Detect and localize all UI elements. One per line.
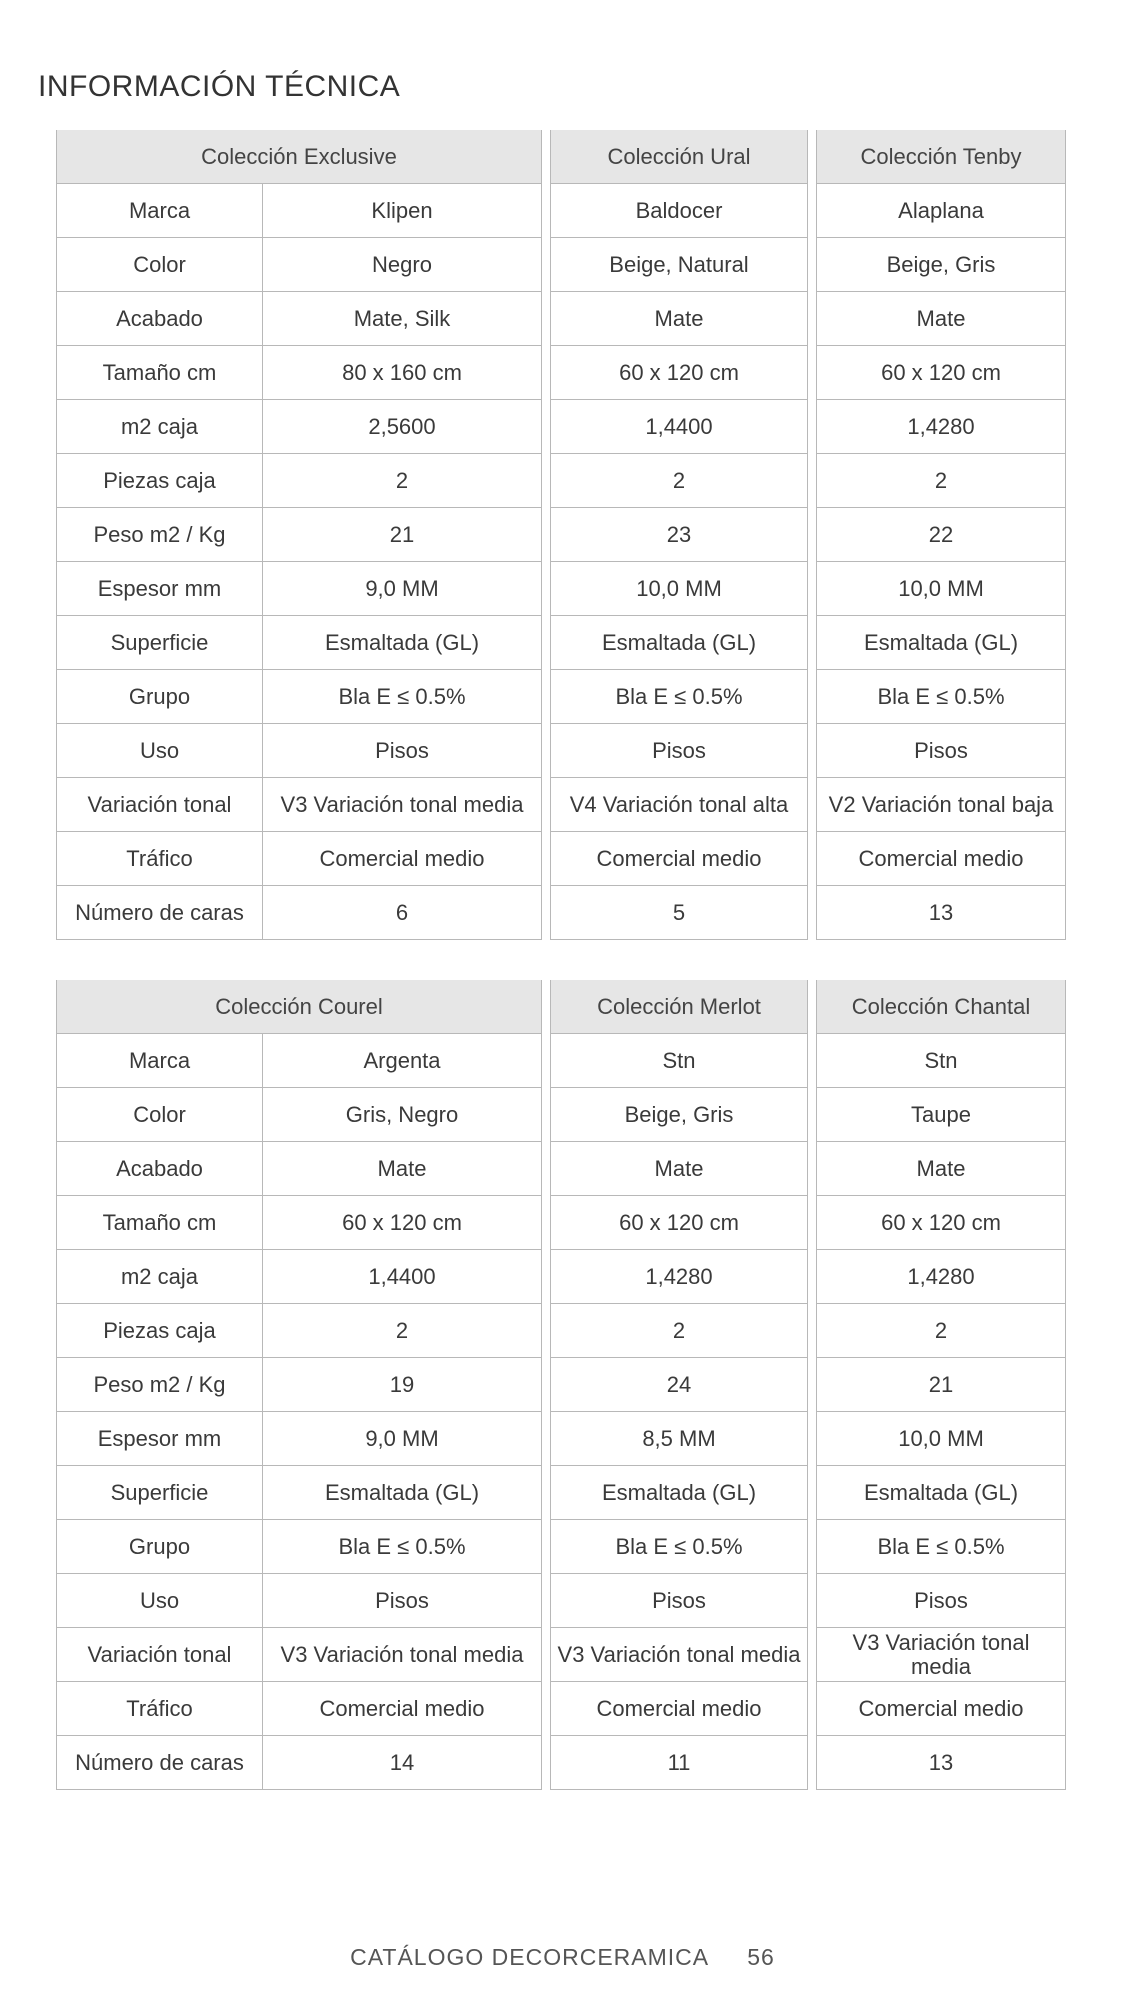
value-cell: Esmaltada (GL) [324, 629, 480, 655]
table-row [57, 1087, 541, 1141]
value-cell: V4 Variación tonal alta [569, 791, 789, 817]
table-row [551, 1681, 807, 1735]
table-row [57, 1249, 541, 1303]
value-cell: Bla E ≤ 0.5% [338, 1533, 466, 1559]
row-label: Grupo [57, 1520, 263, 1573]
table-row [551, 1627, 807, 1681]
value-cell: 13 [928, 1749, 954, 1775]
row-label: Peso m2 / Kg [57, 1358, 263, 1411]
value-cell: 8,5 MM [642, 1425, 716, 1451]
table-row [551, 1411, 807, 1465]
row-label: Color [57, 1088, 263, 1141]
collection-panel-ural [550, 130, 808, 940]
value-cell: V3 Variación tonal media [557, 1641, 801, 1667]
value-cell: Bla E ≤ 0.5% [615, 683, 743, 709]
value-cell: 1,4280 [907, 413, 975, 439]
table-row [551, 1465, 807, 1519]
row-label: Espesor mm [57, 1412, 263, 1465]
table-row [817, 561, 1065, 615]
table-row [57, 1573, 541, 1627]
table-row [57, 1303, 541, 1357]
value-cell: Comercial medio [319, 845, 485, 871]
table-row [817, 1411, 1065, 1465]
row-label: Piezas caja [57, 454, 263, 507]
value-cell: 60 x 120 cm [619, 1209, 739, 1235]
value-cell: 2 [395, 467, 409, 493]
table-row [57, 1627, 541, 1681]
table-row [817, 777, 1065, 831]
value-cell: Pisos [914, 737, 968, 763]
value-cell: Comercial medio [319, 1695, 485, 1721]
collection-header-ural: Colección Ural [551, 130, 807, 183]
table-row [551, 1195, 807, 1249]
table-row [57, 1465, 541, 1519]
table-row [57, 183, 541, 237]
table-row [57, 1033, 541, 1087]
row-label: Tamaño cm [57, 346, 263, 399]
table-row [551, 291, 807, 345]
row-label: Acabado [57, 292, 263, 345]
table-row [551, 561, 807, 615]
row-label: Espesor mm [57, 562, 263, 615]
table-row [57, 291, 541, 345]
table-row [817, 1033, 1065, 1087]
collection-header-exclusive: Colección Exclusive [57, 130, 541, 183]
value-cell: Beige, Gris [624, 1101, 734, 1127]
value-cell: 80 x 160 cm [342, 359, 462, 385]
collection-header-merlot: Colección Merlot [551, 980, 807, 1033]
table-row [817, 453, 1065, 507]
value-cell: Comercial medio [858, 1695, 1024, 1721]
row-label: m2 caja [57, 400, 263, 453]
value-cell: V2 Variación tonal baja [828, 791, 1054, 817]
table-row [817, 345, 1065, 399]
table-row [817, 1141, 1065, 1195]
value-cell: Argenta [363, 1047, 441, 1073]
value-cell: Esmaltada (GL) [863, 1479, 1019, 1505]
value-cell: 1,4400 [645, 413, 713, 439]
value-cell: 60 x 120 cm [342, 1209, 462, 1235]
table-row [57, 1519, 541, 1573]
row-label: Acabado [57, 1142, 263, 1195]
table-row [551, 507, 807, 561]
table-row [817, 1087, 1065, 1141]
value-cell: 10,0 MM [636, 575, 722, 601]
row-label: Uso [57, 1574, 263, 1627]
value-cell: Pisos [652, 1587, 706, 1613]
catalog-name: CATÁLOGO DECORCERAMICA [350, 1944, 708, 1970]
table-row [551, 399, 807, 453]
page-footer [0, 1944, 1125, 1971]
table-row [551, 183, 807, 237]
value-cell: 10,0 MM [898, 1425, 984, 1451]
table-row [551, 1735, 807, 1789]
value-cell: Bla E ≤ 0.5% [877, 683, 1005, 709]
collection-panel-courel [56, 980, 542, 1790]
value-cell: 13 [928, 899, 954, 925]
table-row [551, 723, 807, 777]
value-cell: Mate [916, 305, 966, 331]
value-cell: 60 x 120 cm [619, 359, 739, 385]
table-row [551, 1357, 807, 1411]
value-cell: 6 [395, 899, 409, 925]
value-cell: 2 [395, 1317, 409, 1343]
table-row [57, 345, 541, 399]
value-cell: Pisos [375, 1587, 429, 1613]
table-row [817, 183, 1065, 237]
table-row [57, 1681, 541, 1735]
table-row [551, 669, 807, 723]
value-cell: Beige, Natural [609, 251, 749, 277]
table-row [817, 1519, 1065, 1573]
row-label: Color [57, 238, 263, 291]
value-cell: 1,4280 [645, 1263, 713, 1289]
table-row [57, 1357, 541, 1411]
value-cell: 1,4280 [907, 1263, 975, 1289]
value-cell: 2,5600 [368, 413, 436, 439]
row-label: Tráfico [57, 832, 263, 885]
value-cell: V3 Variación tonal media [280, 791, 524, 817]
row-label: Variación tonal [57, 1628, 263, 1681]
table-row [817, 1465, 1065, 1519]
value-cell: Esmaltada (GL) [324, 1479, 480, 1505]
table-row [551, 1087, 807, 1141]
row-label: Superficie [57, 1466, 263, 1519]
value-cell: 2 [672, 1317, 686, 1343]
value-cell: Pisos [914, 1587, 968, 1613]
row-label: Marca [57, 184, 263, 237]
value-cell: Esmaltada (GL) [601, 1479, 757, 1505]
table-row [551, 345, 807, 399]
collection-header-tenby: Colección Tenby [817, 130, 1065, 183]
table-row [57, 399, 541, 453]
table-row [57, 237, 541, 291]
value-cell: Mate [654, 1155, 704, 1181]
table-row [57, 1195, 541, 1249]
value-cell: 9,0 MM [365, 1425, 439, 1451]
value-cell: Mate [654, 305, 704, 331]
value-cell: 14 [389, 1749, 415, 1775]
table-row [817, 1195, 1065, 1249]
row-label: Número de caras [57, 1736, 263, 1789]
value-cell: 22 [928, 521, 954, 547]
table-row [57, 1735, 541, 1789]
value-cell: 5 [672, 899, 686, 925]
table-row [551, 237, 807, 291]
table-row [551, 831, 807, 885]
value-cell: 2 [672, 467, 686, 493]
table-row [551, 615, 807, 669]
table-row [551, 1303, 807, 1357]
value-cell: Taupe [911, 1101, 971, 1127]
value-cell: Stn [662, 1047, 696, 1073]
row-label: Peso m2 / Kg [57, 508, 263, 561]
value-cell: Bla E ≤ 0.5% [877, 1533, 1005, 1559]
table-row [57, 723, 541, 777]
value-cell: Comercial medio [858, 845, 1024, 871]
table-row [817, 399, 1065, 453]
value-cell: Mate [916, 1155, 966, 1181]
table-row [551, 1249, 807, 1303]
row-label: Superficie [57, 616, 263, 669]
table-row [551, 453, 807, 507]
value-cell: V3 Variación tonal media [852, 1629, 1030, 1679]
table-row [551, 1033, 807, 1087]
table-row [551, 1573, 807, 1627]
row-label: Grupo [57, 670, 263, 723]
table-row [57, 1141, 541, 1195]
table-row [551, 1141, 807, 1195]
value-cell: Mate [377, 1155, 427, 1181]
table-row [817, 1573, 1065, 1627]
table-row [57, 1411, 541, 1465]
row-label: m2 caja [57, 1250, 263, 1303]
collection-panel-tenby [816, 130, 1066, 940]
value-cell: Pisos [652, 737, 706, 763]
value-cell: 21 [928, 1371, 954, 1397]
row-label: Tamaño cm [57, 1196, 263, 1249]
table-row [551, 885, 807, 939]
table-row [57, 831, 541, 885]
table-row [817, 291, 1065, 345]
table-row [817, 237, 1065, 291]
table-row [57, 885, 541, 939]
table-row [817, 1303, 1065, 1357]
value-cell: 2 [934, 467, 948, 493]
value-cell: 1,4400 [368, 1263, 436, 1289]
value-cell: Bla E ≤ 0.5% [338, 683, 466, 709]
table-row [817, 1627, 1065, 1681]
table-row [57, 669, 541, 723]
row-label: Número de caras [57, 886, 263, 939]
table-row [817, 669, 1065, 723]
row-label: Uso [57, 724, 263, 777]
page-number: 56 [747, 1944, 775, 1970]
page-title: INFORMACIÓN TÉCNICA [38, 70, 401, 103]
table-row [817, 831, 1065, 885]
table-row [57, 777, 541, 831]
value-cell: Pisos [375, 737, 429, 763]
value-cell: Stn [924, 1047, 958, 1073]
collection-panel-exclusive [56, 130, 542, 940]
table-row [551, 777, 807, 831]
collection-panel-chantal [816, 980, 1066, 1790]
value-cell: Alaplana [898, 197, 984, 223]
collection-header-courel: Colección Courel [57, 980, 541, 1033]
value-cell: 9,0 MM [365, 575, 439, 601]
value-cell: Comercial medio [596, 1695, 762, 1721]
table-row [817, 1357, 1065, 1411]
collection-panel-merlot [550, 980, 808, 1790]
table-row [817, 615, 1065, 669]
value-cell: V3 Variación tonal media [280, 1641, 524, 1667]
value-cell: 24 [666, 1371, 692, 1397]
value-cell: Esmaltada (GL) [863, 629, 1019, 655]
table-row [57, 453, 541, 507]
value-cell: Negro [372, 251, 432, 277]
value-cell: 60 x 120 cm [881, 1209, 1001, 1235]
table-row [817, 1735, 1065, 1789]
table-row [551, 1519, 807, 1573]
value-cell: 2 [934, 1317, 948, 1343]
table-row [57, 561, 541, 615]
table-row [817, 1681, 1065, 1735]
row-label: Tráfico [57, 1682, 263, 1735]
table-row [817, 885, 1065, 939]
value-cell: Mate, Silk [353, 305, 451, 331]
value-cell: 60 x 120 cm [881, 359, 1001, 385]
table-row [57, 507, 541, 561]
value-cell: 21 [389, 521, 415, 547]
value-cell: Comercial medio [596, 845, 762, 871]
value-cell: 19 [389, 1371, 415, 1397]
value-cell: 23 [666, 521, 692, 547]
value-cell: Bla E ≤ 0.5% [615, 1533, 743, 1559]
value-cell: Gris, Negro [345, 1101, 459, 1127]
value-cell: 11 [667, 1749, 691, 1775]
row-label: Piezas caja [57, 1304, 263, 1357]
collection-header-chantal: Colección Chantal [817, 980, 1065, 1033]
value-cell: Esmaltada (GL) [601, 629, 757, 655]
value-cell: 10,0 MM [898, 575, 984, 601]
value-cell: Beige, Gris [886, 251, 996, 277]
table-row [817, 723, 1065, 777]
value-cell: Baldocer [635, 197, 723, 223]
table-row [817, 1249, 1065, 1303]
table-row [57, 615, 541, 669]
row-label: Marca [57, 1034, 263, 1087]
value-cell: Klipen [371, 197, 433, 223]
table-row [817, 507, 1065, 561]
row-label: Variación tonal [57, 778, 263, 831]
